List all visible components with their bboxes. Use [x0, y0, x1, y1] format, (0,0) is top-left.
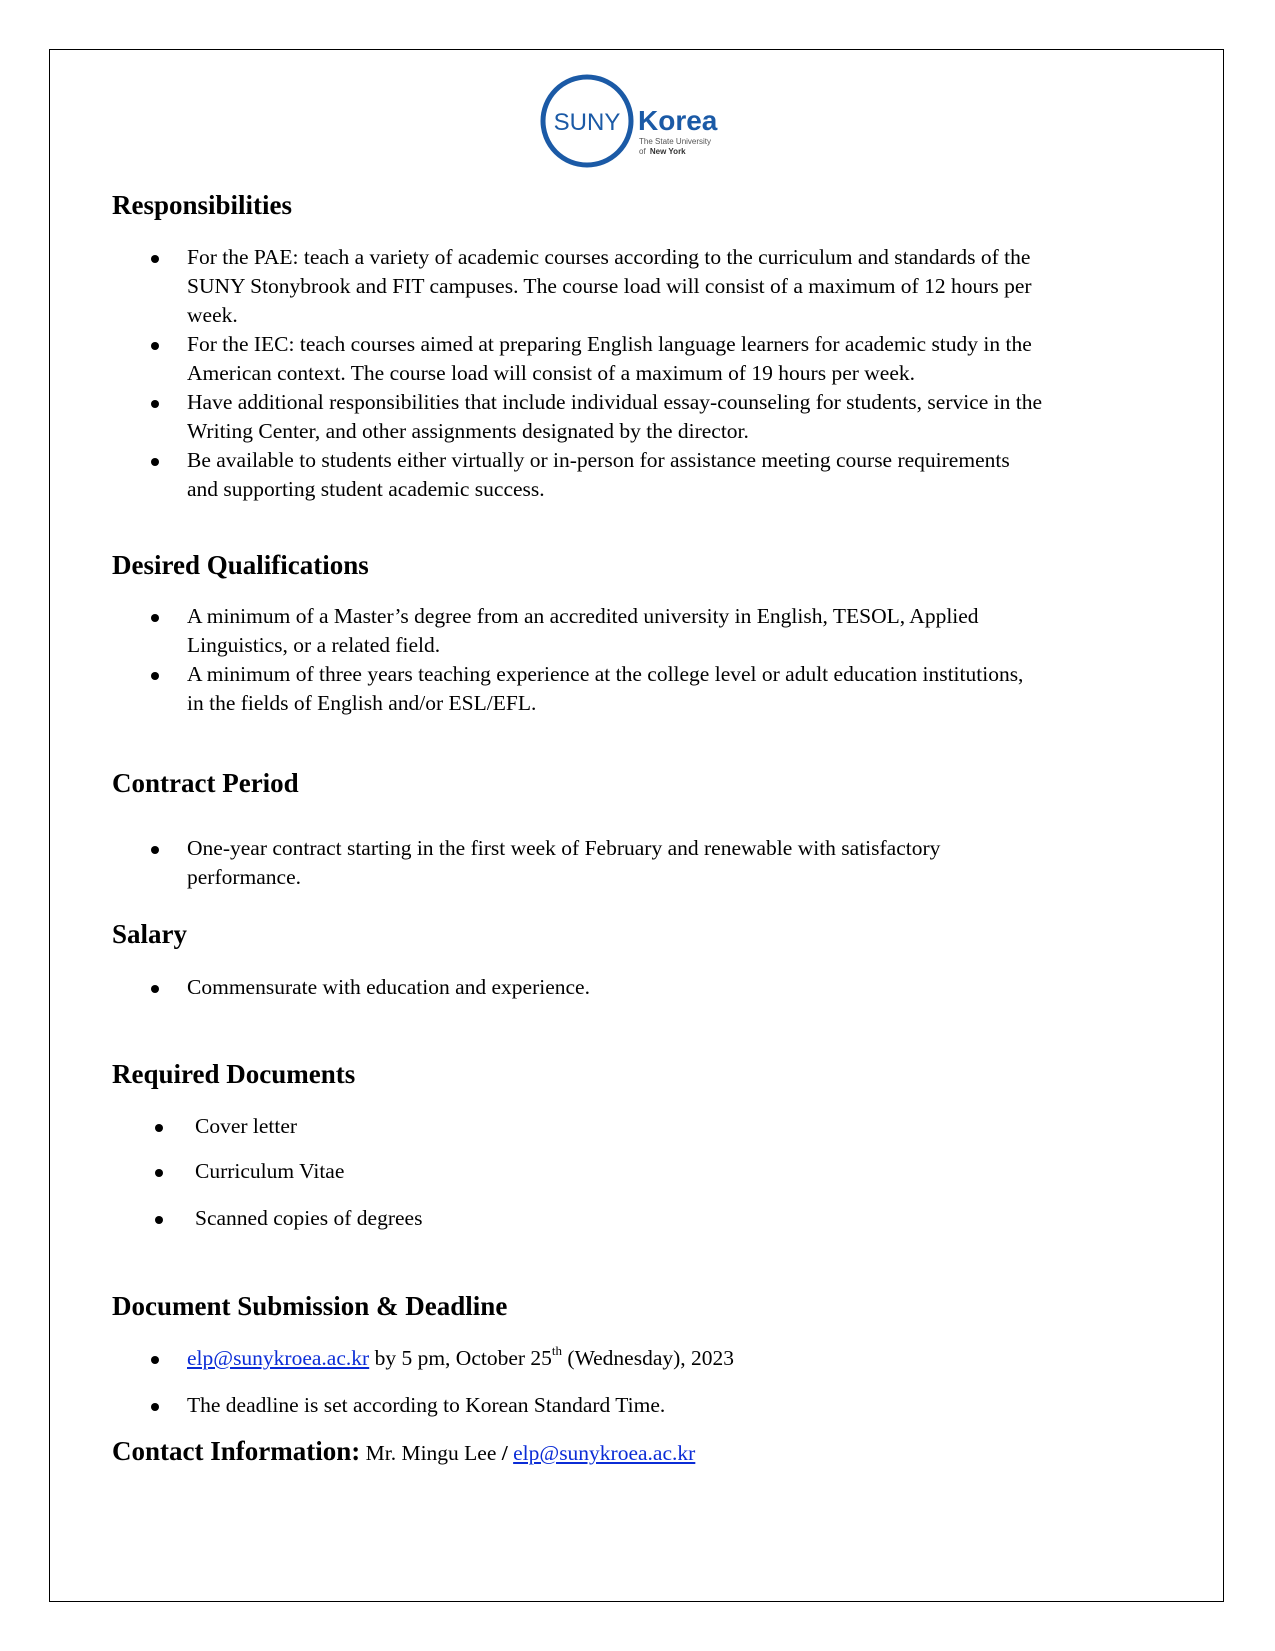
logo-tagline-of: of — [639, 147, 646, 156]
list-item — [0, 1204, 1195, 1233]
bullet-icon — [151, 342, 159, 350]
qualifications-heading: Desired Qualifications — [112, 550, 369, 580]
list-item-text: Cover letter — [195, 1114, 298, 1138]
submission-list — [0, 1344, 1187, 1420]
list-item-text: Commensurate with education and experience. — [187, 975, 590, 999]
svg-text:of New York — [639, 147, 686, 156]
list-item-text: Be available to students either virtually or in-person for assistance meeting course requirements — [187, 448, 1010, 472]
qualifications-list — [0, 602, 1187, 718]
list-item — [0, 243, 1187, 330]
contract-heading: Contract Period — [112, 768, 299, 798]
list-item — [0, 973, 1187, 1002]
contact-separator: / — [501, 1441, 508, 1465]
list-item — [0, 1157, 1195, 1186]
bullet-icon — [151, 1356, 159, 1364]
logo-korea-text: Korea — [638, 105, 718, 136]
list-item-text: American context. The course load will consist of a maximum of 19 hours per week. — [187, 361, 916, 385]
list-item-text: Linguistics, or a related field. — [187, 633, 441, 657]
list-item — [0, 446, 1187, 504]
responsibilities-list — [0, 243, 1187, 504]
bullet-icon — [151, 846, 159, 854]
list-item-text: performance. — [187, 865, 301, 889]
list-item — [0, 1344, 1187, 1373]
submission-heading: Document Submission & Deadline — [112, 1291, 508, 1321]
responsibilities-heading: Responsibilities — [112, 190, 293, 220]
bullet-icon — [155, 1169, 163, 1177]
bullet-icon — [151, 672, 159, 680]
bullet-icon — [151, 614, 159, 622]
list-item-text — [187, 1344, 1187, 1373]
bullet-icon — [151, 255, 159, 263]
suny-korea-logo — [539, 73, 729, 169]
contact-name: Mr. Mingu Lee — [365, 1441, 497, 1465]
documents-list — [0, 1112, 1195, 1233]
salary-heading: Salary — [112, 919, 188, 949]
logo-tagline-1: The State University — [639, 137, 712, 146]
list-item-text: and supporting student academic success. — [187, 477, 545, 501]
contact-information — [112, 1435, 695, 1469]
list-item-text: Writing Center, and other assignments designated by the director. — [187, 419, 749, 443]
bullet-icon — [151, 1403, 159, 1411]
list-item — [0, 1112, 1195, 1141]
bullet-icon — [151, 458, 159, 466]
list-item-text: Curriculum Vitae — [195, 1159, 345, 1183]
logo-suny-text: SUNY — [553, 109, 621, 136]
list-item-text: A minimum of three years teaching experience at the college level or adult education institutions, — [187, 662, 1024, 686]
list-item — [0, 602, 1187, 660]
list-item — [0, 1391, 1187, 1420]
list-item-text: One-year contract starting in the first week of February and renewable with satisfactory — [187, 836, 941, 860]
list-item-text: in the fields of English and/or ESL/EFL. — [187, 691, 537, 715]
deadline-text: by 5 pm, October 25 — [369, 1346, 552, 1370]
bullet-icon — [155, 1216, 163, 1224]
list-item-text: For the PAE: teach a variety of academic courses according to the curriculum and standards of the — [187, 245, 1031, 269]
documents-heading: Required Documents — [112, 1059, 356, 1089]
submission-email-link[interactable]: elp@sunykroea.ac.kr — [187, 1346, 370, 1370]
deadline-ordinal: th — [551, 1342, 563, 1358]
list-item-text: SUNY Stonybrook and FIT campuses. The course load will consist of a maximum of 12 hours per — [187, 274, 1032, 298]
list-item-text: Have additional responsibilities that include individual essay-counseling for students, service in the — [187, 390, 1043, 414]
bullet-icon — [155, 1124, 163, 1132]
salary-list — [0, 973, 1187, 1002]
list-item-text: week. — [187, 303, 238, 327]
list-item — [0, 834, 1187, 892]
logo-tagline-newyork: New York — [649, 147, 686, 156]
list-item-text: A minimum of a Master’s degree from an accredited university in English, TESOL, Applied — [187, 604, 979, 628]
list-item-text: Scanned copies of degrees — [195, 1206, 423, 1230]
list-item-text: For the IEC: teach courses aimed at preparing English language learners for academic study in the — [187, 332, 1032, 356]
contact-label: Contact Information: — [112, 1436, 361, 1466]
deadline-text-end: (Wednesday), 2023 — [562, 1346, 735, 1370]
contract-list — [0, 834, 1187, 892]
contact-email-link[interactable]: elp@sunykroea.ac.kr — [513, 1441, 696, 1465]
bullet-icon — [151, 985, 159, 993]
list-item — [0, 660, 1187, 718]
list-item-text: The deadline is set according to Korean Standard Time. — [187, 1393, 666, 1417]
bullet-icon — [151, 400, 159, 408]
list-item — [0, 388, 1187, 446]
list-item — [0, 330, 1187, 388]
